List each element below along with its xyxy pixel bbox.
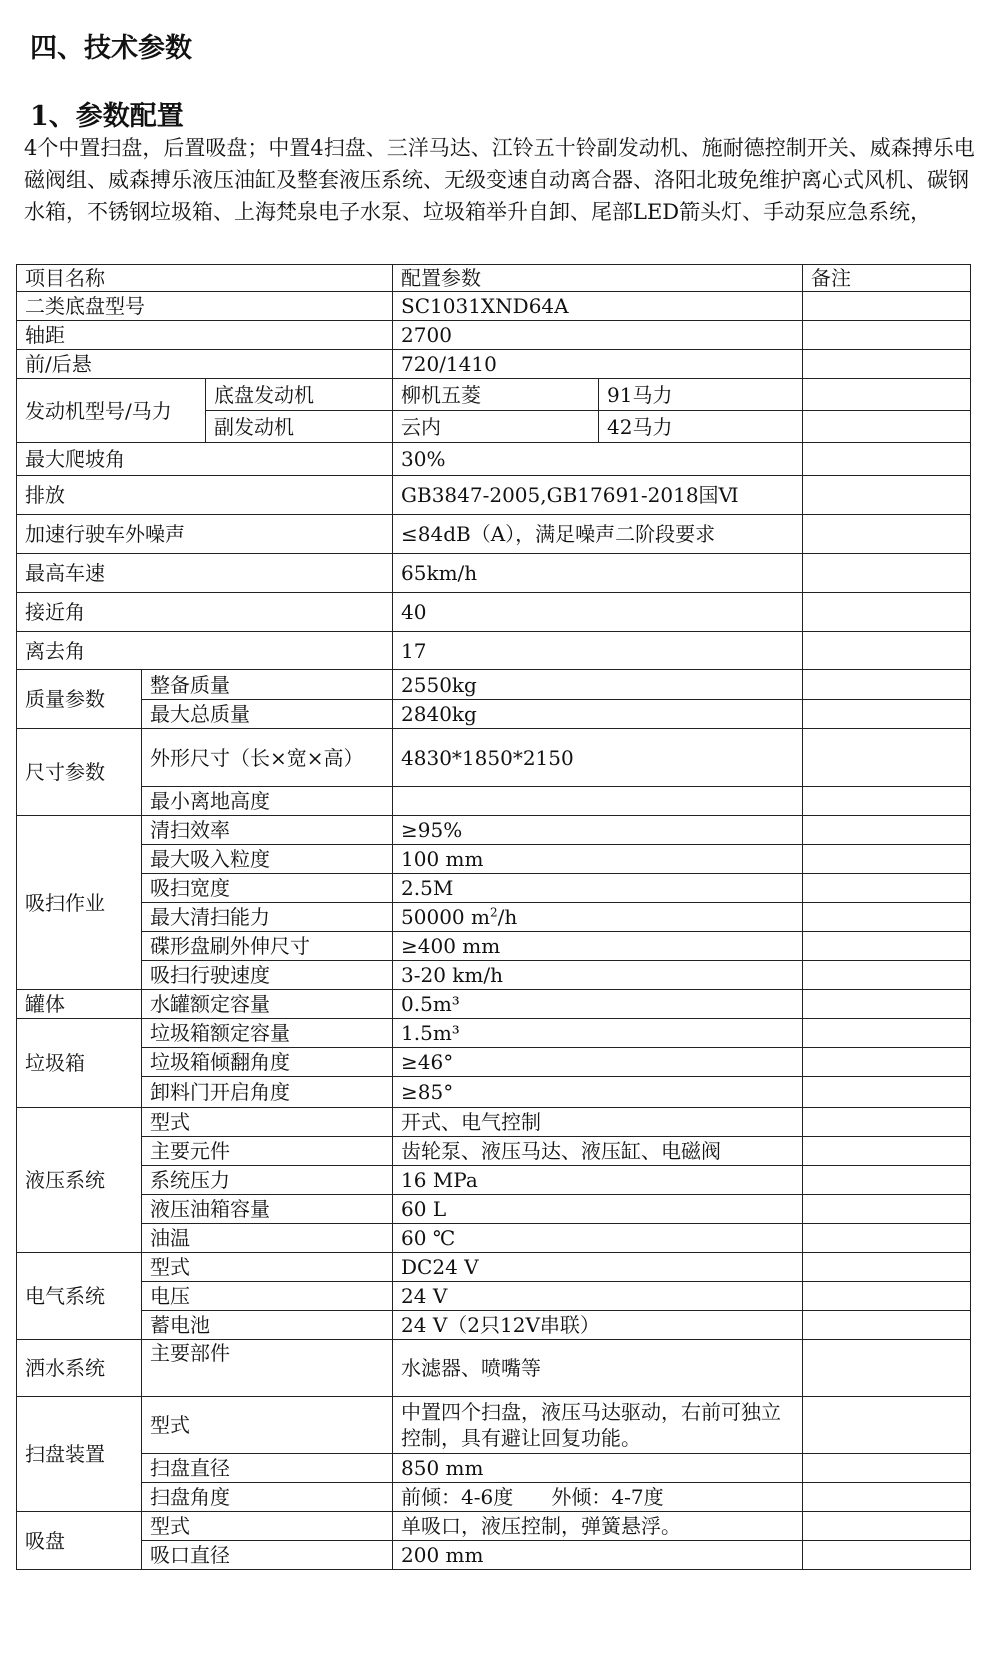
table-row xyxy=(17,1454,971,1483)
table-row xyxy=(17,515,971,554)
row-value: ≥95% xyxy=(393,816,803,845)
config-intro: 4个中置扫盘，后置吸盘；中置4扫盘、三洋马达、江铃五十铃副发动机、施耐德控制开关、威森搏乐电磁阀组、威森搏乐液压油缸及整套液压系统、无级变速自动离合器、洛阳北玻免维护离心式风机、碳钢水箱，不锈钢垃圾箱、上海梵泉电子水泵、垃圾箱举升自卸、尾部LED箭头灯、手动泵应急系统， xyxy=(24,136,975,224)
table-row xyxy=(17,321,971,350)
row-value: GB3847-2005,GB17691-2018国Ⅵ xyxy=(393,476,803,515)
table-row xyxy=(17,816,971,845)
group-label: 垃圾箱 xyxy=(17,1019,142,1108)
note-cell xyxy=(803,1253,971,1282)
note-cell xyxy=(803,932,971,961)
table-row xyxy=(17,1166,971,1195)
sub-title: 1、参数配置 xyxy=(30,101,184,132)
row-value xyxy=(393,787,803,816)
note-cell xyxy=(803,443,971,476)
row-value: 前倾：4-6度 外倾：4-7度 xyxy=(393,1483,803,1512)
table-row xyxy=(17,1108,971,1137)
group-label: 吸盘 xyxy=(17,1512,142,1570)
row-value: 齿轮泵、液压马达、液压缸、电磁阀 xyxy=(393,1137,803,1166)
note-cell xyxy=(803,1019,971,1048)
row-value: 1.5m³ xyxy=(393,1019,803,1048)
note-cell xyxy=(803,1512,971,1541)
row-label: 整备质量 xyxy=(142,670,393,700)
row-value: 水滤器、喷嘴等 xyxy=(393,1340,803,1397)
table-row xyxy=(17,1048,971,1077)
row-value: ≥85° xyxy=(393,1077,803,1108)
row-value: 17 xyxy=(393,632,803,670)
table-row xyxy=(17,1483,971,1512)
row-label: 液压油箱容量 xyxy=(142,1195,393,1224)
row-value: 中置四个扫盘，液压马达驱动，右前可独立控制，具有避让回复功能。 xyxy=(393,1397,803,1454)
table-row xyxy=(17,1282,971,1311)
row-label: 副发动机 xyxy=(206,411,393,443)
row-label: 扫盘直径 xyxy=(142,1454,393,1483)
row-value: 开式、电气控制 xyxy=(393,1108,803,1137)
row-value: 2700 xyxy=(393,321,803,350)
table-header-row xyxy=(17,265,971,292)
note-cell xyxy=(803,1454,971,1483)
row-label: 底盘发动机 xyxy=(206,379,393,411)
group-label: 洒水系统 xyxy=(17,1340,142,1397)
note-cell xyxy=(803,787,971,816)
row-value: 42马力 xyxy=(599,411,803,443)
row-value: ≤84dB（A），满足噪声二阶段要求 xyxy=(393,515,803,554)
note-cell xyxy=(803,1195,971,1224)
note-cell xyxy=(803,411,971,443)
group-label: 液压系统 xyxy=(17,1108,142,1253)
row-label: 主要部件 xyxy=(142,1340,393,1397)
table-row xyxy=(17,1340,971,1397)
note-cell xyxy=(803,700,971,729)
table-row xyxy=(17,903,971,932)
note-cell xyxy=(803,1397,971,1454)
row-value: DC24 V xyxy=(393,1253,803,1282)
row-label: 扫盘角度 xyxy=(142,1483,393,1512)
row-value: 单吸口，液压控制，弹簧悬浮。 xyxy=(393,1512,803,1541)
row-label: 最大吸入粒度 xyxy=(142,845,393,874)
note-cell xyxy=(803,1166,971,1195)
note-cell xyxy=(803,1224,971,1253)
row-value: 2840kg xyxy=(393,700,803,729)
note-cell xyxy=(803,379,971,411)
row-value: 100 mm xyxy=(393,845,803,874)
note-cell xyxy=(803,990,971,1019)
table-row xyxy=(17,874,971,903)
row-label: 最小离地高度 xyxy=(142,787,393,816)
note-cell xyxy=(803,670,971,700)
note-cell xyxy=(803,632,971,670)
row-value: SC1031XND64A xyxy=(393,292,803,321)
row-label: 蓄电池 xyxy=(142,1311,393,1340)
note-cell xyxy=(803,1137,971,1166)
row-value: 720/1410 xyxy=(393,350,803,379)
row-value: 0.5m³ xyxy=(393,990,803,1019)
table-row xyxy=(17,292,971,321)
group-label: 发动机型号/马力 xyxy=(17,379,206,443)
table-row xyxy=(17,554,971,593)
row-label: 二类底盘型号 xyxy=(17,292,393,321)
table-row xyxy=(17,1019,971,1048)
row-label: 型式 xyxy=(142,1397,393,1454)
note-cell xyxy=(803,476,971,515)
table-row xyxy=(17,350,971,379)
row-value: 30% xyxy=(393,443,803,476)
row-label: 吸扫行驶速度 xyxy=(142,961,393,990)
row-label: 卸料门开启角度 xyxy=(142,1077,393,1108)
group-label: 吸扫作业 xyxy=(17,816,142,990)
row-value: 40 xyxy=(393,593,803,632)
row-label: 型式 xyxy=(142,1512,393,1541)
table-row xyxy=(17,593,971,632)
row-label: 最大爬坡角 xyxy=(17,443,393,476)
row-value: 850 mm xyxy=(393,1454,803,1483)
note-cell xyxy=(803,729,971,787)
row-value: 2.5M xyxy=(393,874,803,903)
note-cell xyxy=(803,1282,971,1311)
row-value: 3-20 km/h xyxy=(393,961,803,990)
row-label: 系统压力 xyxy=(142,1166,393,1195)
row-value: 云内 xyxy=(393,411,599,443)
note-cell xyxy=(803,903,971,932)
table-row xyxy=(17,729,971,787)
row-value: 24 V xyxy=(393,1282,803,1311)
spec-table xyxy=(16,264,971,1570)
row-label: 吸口直径 xyxy=(142,1541,393,1570)
table-row xyxy=(17,476,971,515)
row-label: 垃圾箱倾翻角度 xyxy=(142,1048,393,1077)
note-cell xyxy=(803,1048,971,1077)
table-row xyxy=(17,1311,971,1340)
table-row xyxy=(17,700,971,729)
row-label: 主要元件 xyxy=(142,1137,393,1166)
row-label: 清扫效率 xyxy=(142,816,393,845)
note-cell xyxy=(803,845,971,874)
row-label: 外形尺寸（长×宽×高） xyxy=(142,729,393,787)
note-cell xyxy=(803,1541,971,1570)
note-cell xyxy=(803,593,971,632)
note-cell xyxy=(803,350,971,379)
note-cell xyxy=(803,321,971,350)
table-row xyxy=(17,1077,971,1108)
note-cell xyxy=(803,874,971,903)
table-row xyxy=(17,1512,971,1541)
table-row xyxy=(17,670,971,700)
row-label: 离去角 xyxy=(17,632,393,670)
row-value: 91马力 xyxy=(599,379,803,411)
table-row xyxy=(17,845,971,874)
row-label: 加速行驶车外噪声 xyxy=(17,515,393,554)
note-cell xyxy=(803,554,971,593)
table-row xyxy=(17,932,971,961)
section-title: 四、技术参数 xyxy=(30,33,192,64)
table-row xyxy=(17,1224,971,1253)
row-label: 电压 xyxy=(142,1282,393,1311)
note-cell xyxy=(803,515,971,554)
table-row xyxy=(17,1541,971,1570)
note-cell xyxy=(803,961,971,990)
note-cell xyxy=(803,1077,971,1108)
row-label: 垃圾箱额定容量 xyxy=(142,1019,393,1048)
table-row xyxy=(17,961,971,990)
row-value: 60 ℃ xyxy=(393,1224,803,1253)
header-item: 项目名称 xyxy=(17,265,393,292)
row-label: 油温 xyxy=(142,1224,393,1253)
header-note: 备注 xyxy=(803,265,971,292)
row-label: 最大清扫能力 xyxy=(142,903,393,932)
group-label: 尺寸参数 xyxy=(17,729,142,816)
table-row xyxy=(17,1137,971,1166)
row-label: 最高车速 xyxy=(17,554,393,593)
row-label: 型式 xyxy=(142,1108,393,1137)
row-value: 200 mm xyxy=(393,1541,803,1570)
row-value: ≥400 mm xyxy=(393,932,803,961)
note-cell xyxy=(803,292,971,321)
row-label: 碟形盘刷外伸尺寸 xyxy=(142,932,393,961)
row-label: 型式 xyxy=(142,1253,393,1282)
row-label: 水罐额定容量 xyxy=(142,990,393,1019)
capacity-exponent: 2 xyxy=(489,905,498,920)
row-value: 24 V（2只12V串联） xyxy=(393,1311,803,1340)
note-cell xyxy=(803,1483,971,1512)
row-value xyxy=(393,903,803,932)
table-row xyxy=(17,379,971,411)
row-label: 吸扫宽度 xyxy=(142,874,393,903)
row-value: 65km/h xyxy=(393,554,803,593)
table-row xyxy=(17,1397,971,1454)
row-value: 16 MPa xyxy=(393,1166,803,1195)
table-row xyxy=(17,632,971,670)
row-value: 2550kg xyxy=(393,670,803,700)
row-label: 轴距 xyxy=(17,321,393,350)
row-label: 最大总质量 xyxy=(142,700,393,729)
row-label: 排放 xyxy=(17,476,393,515)
header-config: 配置参数 xyxy=(393,265,803,292)
group-label: 罐体 xyxy=(17,990,142,1019)
row-value: 4830*1850*2150 xyxy=(393,729,803,787)
table-row xyxy=(17,443,971,476)
group-label: 扫盘装置 xyxy=(17,1397,142,1512)
note-cell xyxy=(803,816,971,845)
row-value: 柳机五菱 xyxy=(393,379,599,411)
group-label: 电气系统 xyxy=(17,1253,142,1340)
table-row xyxy=(17,990,971,1019)
group-label: 质量参数 xyxy=(17,670,142,729)
table-row xyxy=(17,1195,971,1224)
table-row xyxy=(17,787,971,816)
note-cell xyxy=(803,1340,971,1397)
row-value: ≥46° xyxy=(393,1048,803,1077)
table-row xyxy=(17,1253,971,1282)
note-cell xyxy=(803,1311,971,1340)
row-label: 接近角 xyxy=(17,593,393,632)
row-label: 前/后悬 xyxy=(17,350,393,379)
capacity-unit: /h xyxy=(497,905,518,929)
row-value: 60 L xyxy=(393,1195,803,1224)
capacity-number: 50000 m xyxy=(401,905,490,929)
note-cell xyxy=(803,1108,971,1137)
